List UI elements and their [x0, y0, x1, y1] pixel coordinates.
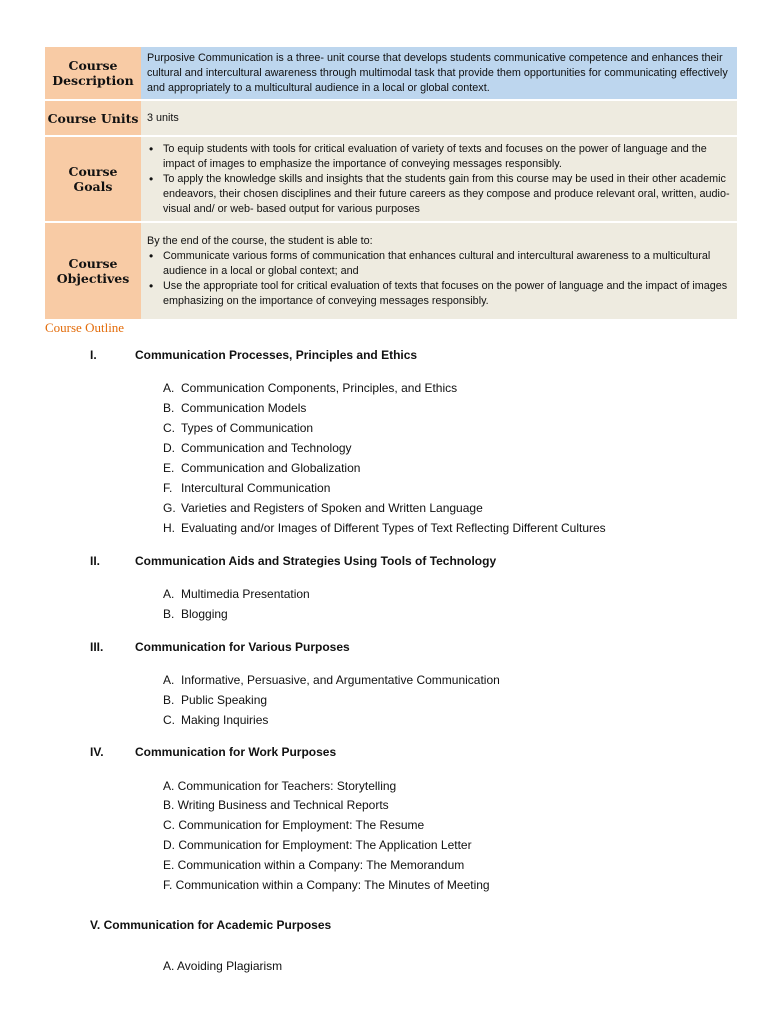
course-outline-heading: Course Outline — [45, 320, 125, 335]
outline-item — [163, 461, 360, 475]
section-number: II. — [90, 554, 101, 568]
item-text: Types of Communication — [181, 421, 314, 435]
item-text: Making Inquiries — [181, 713, 269, 727]
item-letter: H. — [163, 521, 175, 535]
outline-item — [163, 673, 500, 687]
outline-item: A. Avoiding Plagiarism — [163, 959, 283, 973]
outline-item — [163, 381, 457, 395]
outline-item: D. Communication for Employment: The Application Letter — [163, 838, 472, 852]
item-text: Communication Components, Principles, and Ethics — [181, 381, 458, 395]
item-text: Public Speaking — [181, 693, 268, 707]
section-number: III. — [90, 640, 104, 654]
objectives-intro: By the end of the course, the student is able to: — [147, 234, 373, 247]
item-text: Communication Models — [181, 401, 307, 415]
item-letter: A. — [163, 381, 175, 395]
outline-item — [163, 607, 228, 621]
outline-item: A. Communication for Teachers: Storytelling — [163, 779, 397, 793]
section-title: Communication for Work Purposes — [135, 745, 337, 759]
outline-item — [163, 521, 606, 535]
item-letter: B. — [163, 401, 175, 415]
section-number: IV. — [90, 745, 104, 759]
outline-item — [163, 713, 268, 727]
item-letter: F. — [163, 481, 173, 495]
item-text: Communication and Globalization — [181, 461, 361, 475]
item-text: Varieties and Registers of Spoken and Written Language — [181, 501, 483, 515]
item-letter: C. — [163, 713, 175, 727]
course-units-label: Course Units — [45, 101, 141, 135]
item-text: Multimedia Presentation — [181, 587, 310, 601]
outline-item — [163, 421, 313, 435]
course-goals-label: Course Goals — [45, 137, 141, 221]
section-title: Communication Processes, Principles and Ethics — [135, 348, 418, 362]
outline-item — [163, 693, 267, 707]
section-title: V. Communication for Academic Purposes — [90, 918, 332, 932]
section-title: Communication for Various Purposes — [135, 640, 350, 654]
item-letter: G. — [163, 501, 176, 515]
outline-item: E. Communication within a Company: The Memorandum — [163, 858, 465, 872]
outline-item — [163, 481, 330, 495]
item-text: Communication and Technology — [181, 441, 352, 455]
outline-item — [163, 441, 352, 455]
goal-item: • To equip students with tools for critical evaluation of variety of texts and focuses on the power of language and the impact of images to emphasize the importance of conveying messages responsibly. — [163, 142, 731, 172]
course-objectives-label: Course Objectives — [45, 223, 141, 319]
item-letter: E. — [163, 461, 175, 475]
item-letter: A. — [163, 587, 175, 601]
outline-item — [163, 587, 310, 601]
item-letter: B. — [163, 607, 175, 621]
section-title: Communication Aids and Strategies Using Tools of Technology — [135, 554, 497, 568]
outline-item — [163, 401, 306, 415]
section-number: I. — [90, 348, 97, 362]
outline-item: C. Communication for Employment: The Resume — [163, 818, 425, 832]
outline-item — [163, 501, 483, 515]
course-units-text: 3 units — [141, 101, 737, 135]
item-letter: B. — [163, 693, 175, 707]
outline-item: F. Communication within a Company: The Minutes of Meeting — [163, 878, 490, 892]
objective-item: • Use the appropriate tool for critical evaluation of texts that focuses on the power of language and the impact of images emphasizing on the importance of conveying messages responsibly. — [163, 279, 731, 309]
outline-item: B. Writing Business and Technical Reports — [163, 798, 389, 812]
objective-item: • Communicate various forms of communication that enhances cultural and intercultural awareness to a multicultural audience in a local or global context; and — [163, 249, 731, 279]
item-text: Intercultural Communication — [181, 481, 331, 495]
item-letter: C. — [163, 421, 175, 435]
course-description-text: Purposive Communication is a three- unit course that develops students communicative competence and enhances their cultural and intercultural awareness through multimodal task that provide them opportunities for communicating effectively and appropriately to a multicultural audience in a local or global context. — [141, 47, 737, 99]
goal-item: • To apply the knowledge skills and insights that the students gain from this course may be used in their other academic endeavors, their chosen disciplines and their future careers as they compose and produce relevant oral, written, audio- visual and/ or web- based output for various purposes — [163, 172, 731, 217]
item-text: Evaluating and/or Images of Different Types of Text Reflecting Different Cultures — [181, 521, 606, 535]
item-letter: D. — [163, 441, 175, 455]
item-text: Informative, Persuasive, and Argumentative Communication — [181, 673, 500, 687]
course-description-label: Course Description — [45, 47, 141, 99]
item-text: Blogging — [181, 607, 228, 621]
item-letter: A. — [163, 673, 175, 687]
